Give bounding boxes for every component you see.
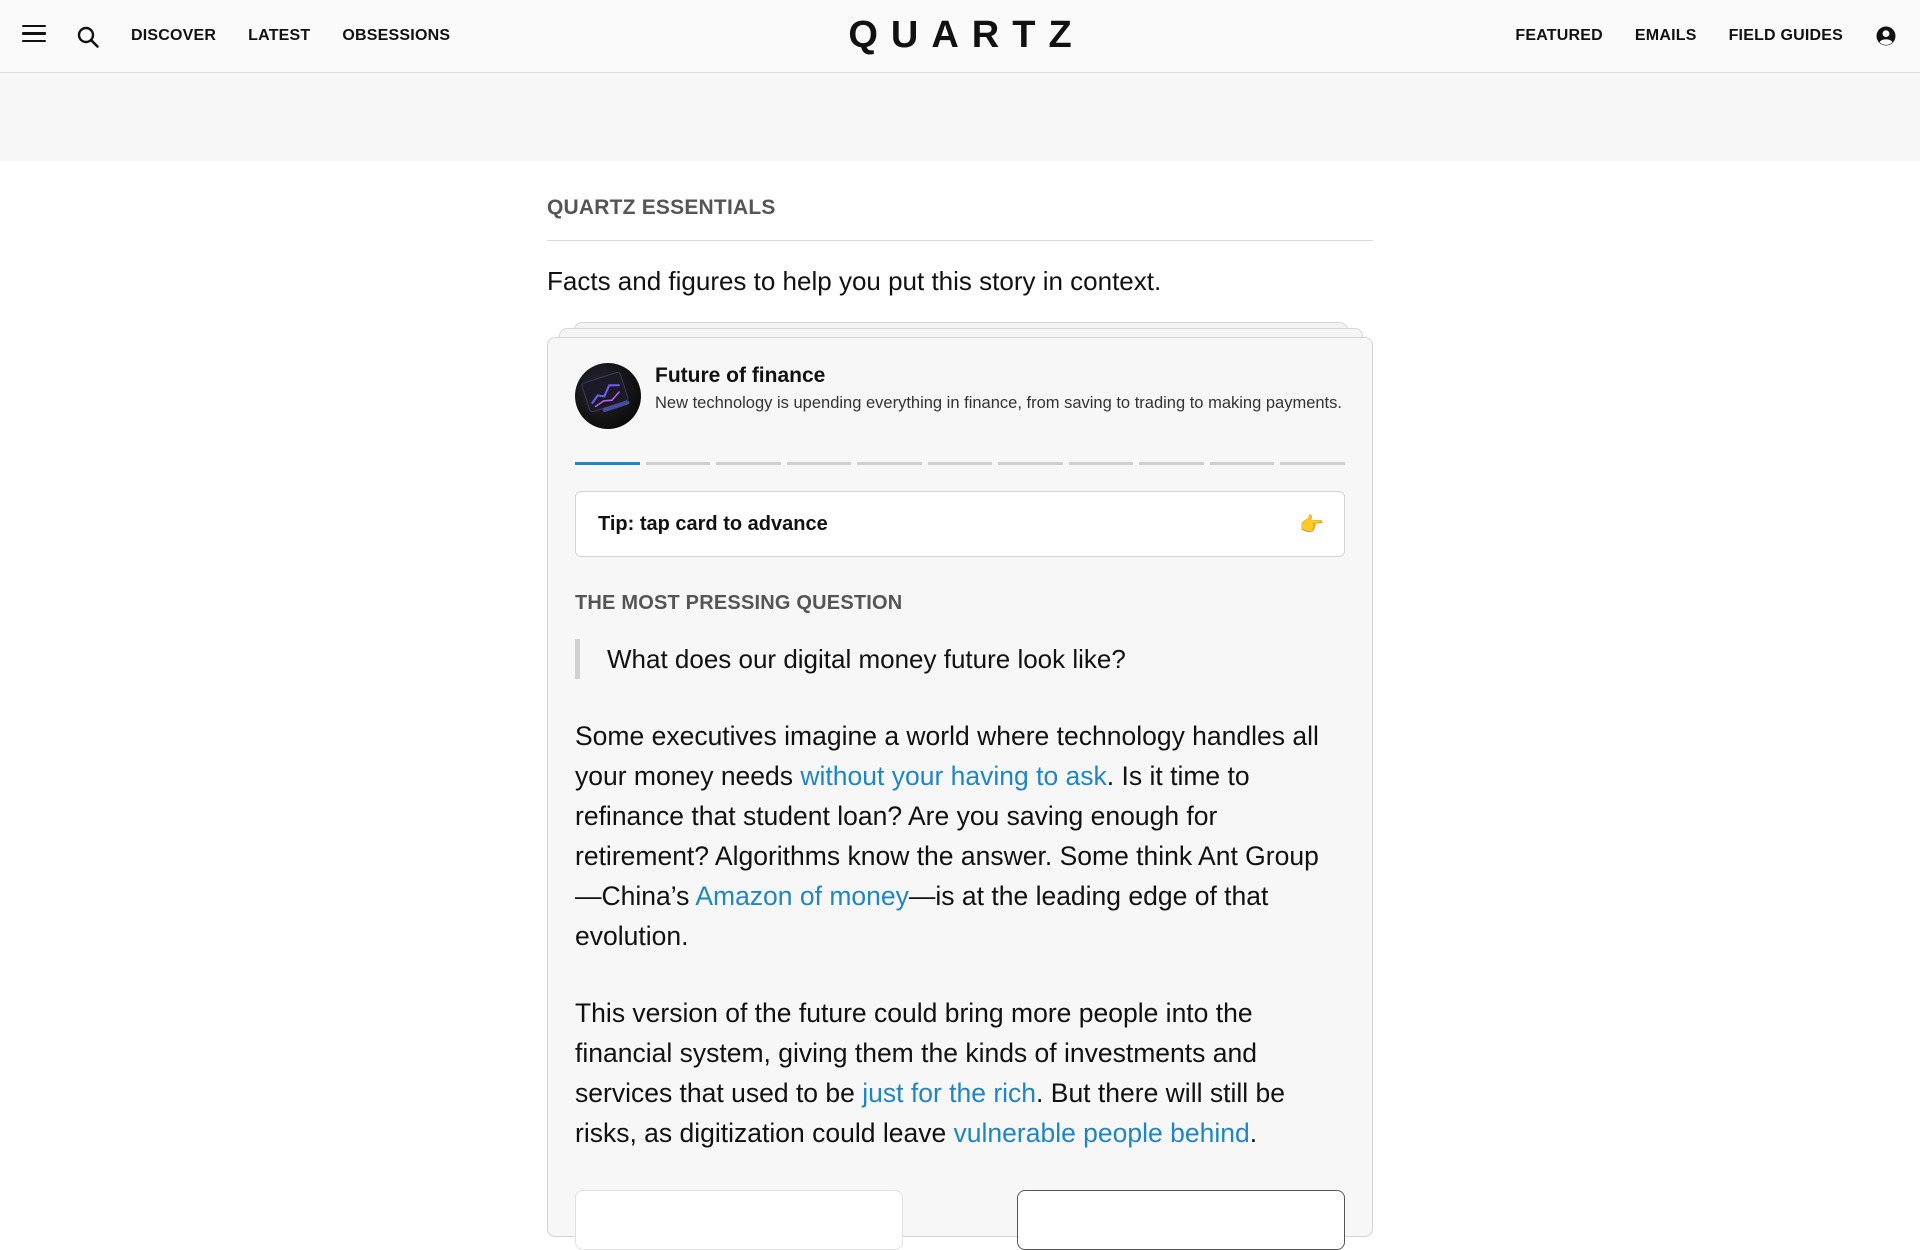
paragraph-text: . <box>1249 1118 1258 1148</box>
secondary-nav <box>1515 0 1843 72</box>
ad-placeholder-band <box>0 73 1920 161</box>
paragraph-text: Some executives imagine a world where technology handles all your money needs <box>575 721 1319 791</box>
top-nav-bar <box>0 0 1920 73</box>
progress-segment <box>575 462 640 465</box>
article-link[interactable]: just for the rich <box>862 1078 1037 1108</box>
quartz-essentials <box>547 196 1373 1148</box>
card-description: New technology is upending everything in finance, from saving to trading to making payments. <box>655 394 1342 412</box>
article-link[interactable]: without your having to ask <box>800 761 1107 791</box>
tip-banner <box>575 491 1345 557</box>
paragraph-text: This version of the future could bring more people into the financial system, giving them the kinds of investments and services that used to be <box>575 998 1257 1108</box>
card-header <box>575 363 1345 433</box>
essentials-card[interactable] <box>547 337 1373 1237</box>
previous-card-button[interactable] <box>575 1190 903 1250</box>
pointing-hand-icon: 👉 <box>1299 514 1324 536</box>
article-link[interactable]: Amazon of money <box>695 881 909 911</box>
next-card-button[interactable] <box>1017 1190 1345 1250</box>
tip-text: Tip: tap card to advance <box>598 513 828 535</box>
card-paragraph <box>575 716 1345 956</box>
progress-segment <box>646 462 711 465</box>
section-subtitle: Facts and figures to help you put this story in context. <box>547 266 1162 296</box>
progress-segment <box>1069 462 1134 465</box>
progress-segment <box>1210 462 1275 465</box>
progress-segment <box>928 462 993 465</box>
article-link[interactable]: vulnerable people behind <box>953 1118 1250 1148</box>
section-title: QUARTZ ESSENTIALS <box>547 196 1373 241</box>
nav-link-field-guides[interactable]: FIELD GUIDES <box>1728 27 1843 44</box>
pressing-question-quote: What does our digital money future look like? <box>575 639 1345 679</box>
paragraph-text: . Is it time to refinance that student loan? Are you saving enough for retirement? Algorithms know the answer. Some think Ant Group—China’s <box>575 761 1319 911</box>
card-paragraph <box>575 993 1345 1153</box>
quartz-logo[interactable]: QUARTZ <box>848 14 1085 56</box>
card-title: Future of finance <box>655 364 826 387</box>
progress-segment <box>1280 462 1345 465</box>
nav-link-latest[interactable]: LATEST <box>248 27 311 44</box>
card-thumbnail <box>575 363 641 429</box>
card-progress <box>575 462 1345 465</box>
account-icon[interactable] <box>1876 26 1896 46</box>
progress-segment <box>857 462 922 465</box>
nav-link-featured[interactable]: FEATURED <box>1515 27 1603 44</box>
paragraph-text: . But there will still be risks, as digitization could leave <box>575 1078 1285 1148</box>
nav-link-emails[interactable]: EMAILS <box>1634 27 1697 44</box>
progress-segment <box>1139 462 1204 465</box>
nav-link-discover[interactable]: DISCOVER <box>131 27 217 44</box>
question-label: THE MOST PRESSING QUESTION <box>575 592 903 614</box>
progress-segment <box>716 462 781 465</box>
paragraph-text: —is at the leading edge of that evolution. <box>575 881 1269 951</box>
nav-link-obsessions[interactable]: OBSESSIONS <box>342 27 451 44</box>
progress-segment <box>787 462 852 465</box>
progress-segment <box>998 462 1063 465</box>
